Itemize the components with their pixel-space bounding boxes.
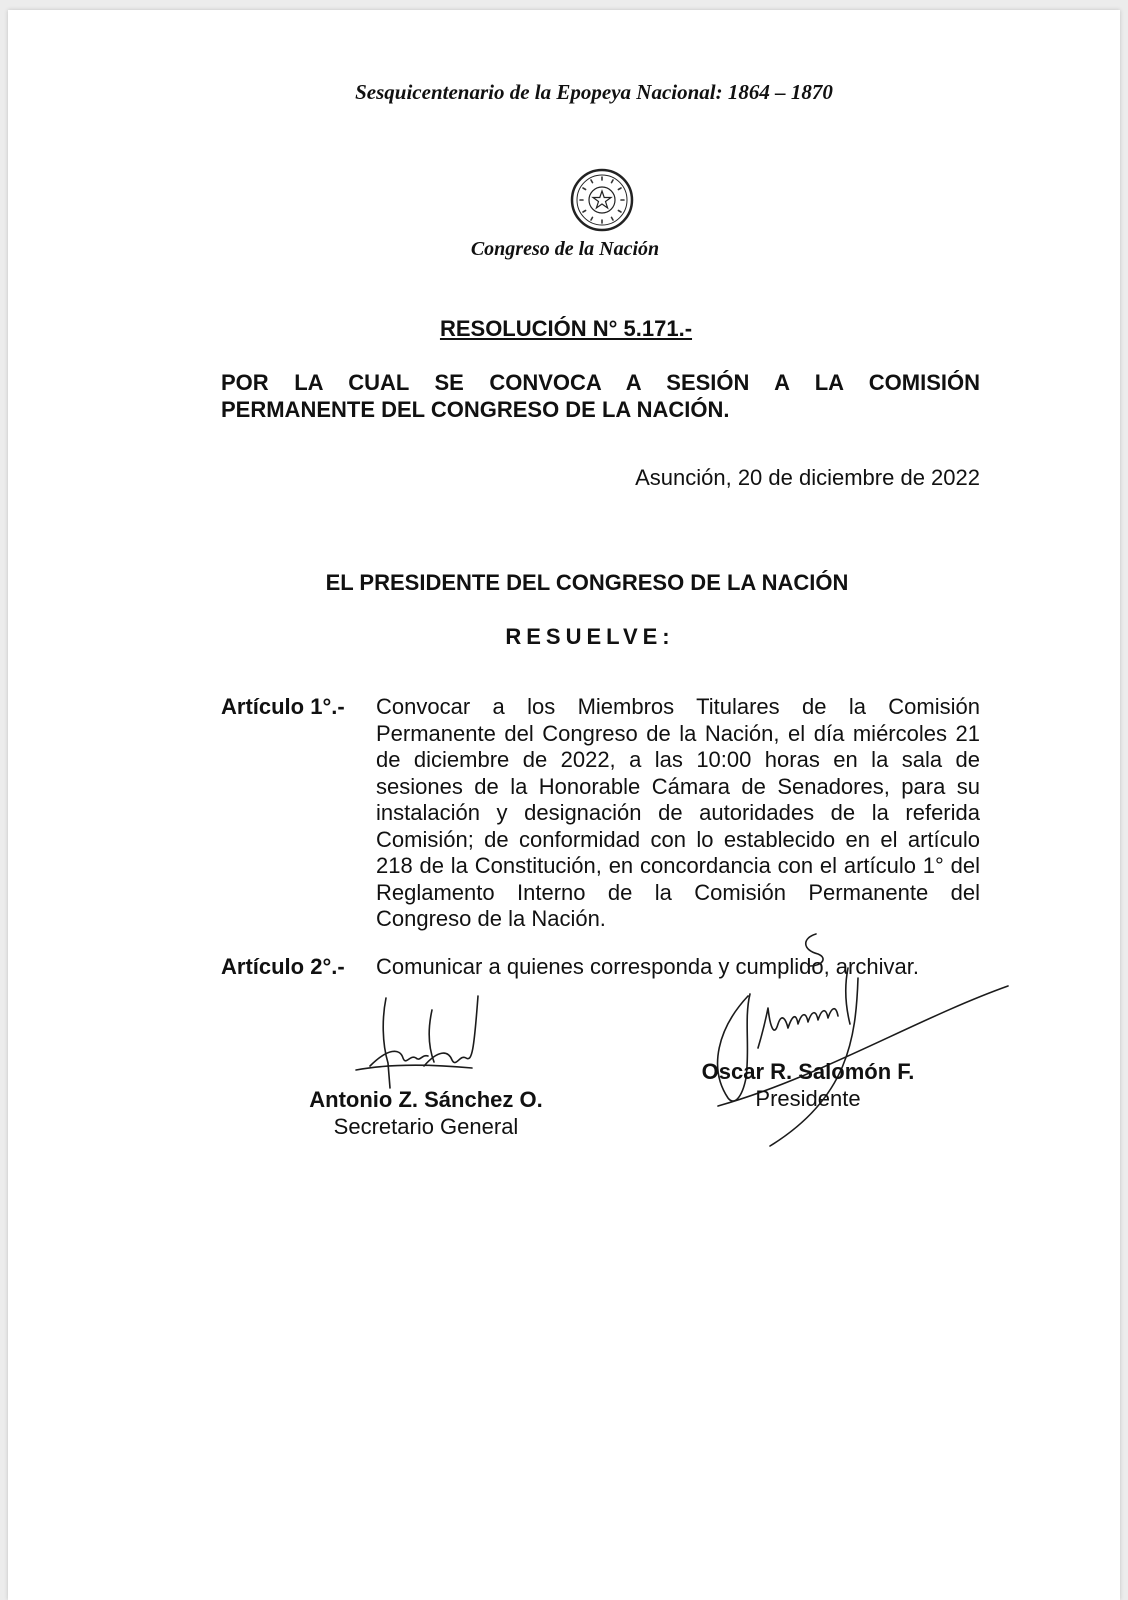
article-1 xyxy=(221,694,980,933)
president-title: Presidente xyxy=(755,1086,861,1111)
resolution-number xyxy=(8,316,1120,342)
article-1-label: Artículo 1°.- xyxy=(221,694,345,719)
national-seal-icon xyxy=(570,168,634,232)
article-2 xyxy=(221,954,980,981)
article-2-label: Artículo 2°.- xyxy=(221,954,345,979)
document-page xyxy=(8,10,1120,1600)
issuing-authority: EL PRESIDENTE DEL CONGRESO DE LA NACIÓN xyxy=(325,570,849,595)
secretary-name: Antonio Z. Sánchez O. xyxy=(309,1087,543,1112)
article-2-text: Comunicar a quienes corresponda y cumplido, archivar. xyxy=(376,954,919,979)
header-motto: Sesquicentenario de la Epopeya Nacional: 1864 – 1870 xyxy=(355,80,833,104)
secretary-signature-block xyxy=(286,1086,566,1140)
resolves-heading: RESUELVE: xyxy=(505,624,675,649)
president-signature-block xyxy=(688,1058,928,1112)
article-1-text: Convocar a los Miembros Titulares de la Comisión Permanente del Congreso de la Nación, el día miércoles 21 de diciembre de 2022, a las 10:00 horas en la sala de sesiones de la Honorable Cámara de Senadores, para su instalación y designación de autoridades de la referida Comisión; de conformidad con lo establecido en el artículo 218 de la Constitución, en concordancia con el artículo 1° del Reglamento Interno de la Comisión Permanente del Congreso de la Nación. xyxy=(376,694,980,931)
congress-name: Congreso de la Nación xyxy=(470,238,660,260)
subject-line-1: POR LA CUAL SE CONVOCA A SESIÓN A LA COMISIÓN xyxy=(221,370,980,395)
president-name: Oscar R. Salomón F. xyxy=(701,1059,915,1084)
resolution-date: Asunción, 20 de diciembre de 2022 xyxy=(635,465,980,490)
secretary-title: Secretario General xyxy=(333,1114,519,1139)
resolution-number-text: RESOLUCIÓN N° 5.171.- xyxy=(439,316,693,341)
subject-line-2: PERMANENTE DEL CONGRESO DE LA NACIÓN. xyxy=(221,397,730,422)
secretary-signature xyxy=(348,988,498,1098)
resolution-subject xyxy=(221,369,980,423)
